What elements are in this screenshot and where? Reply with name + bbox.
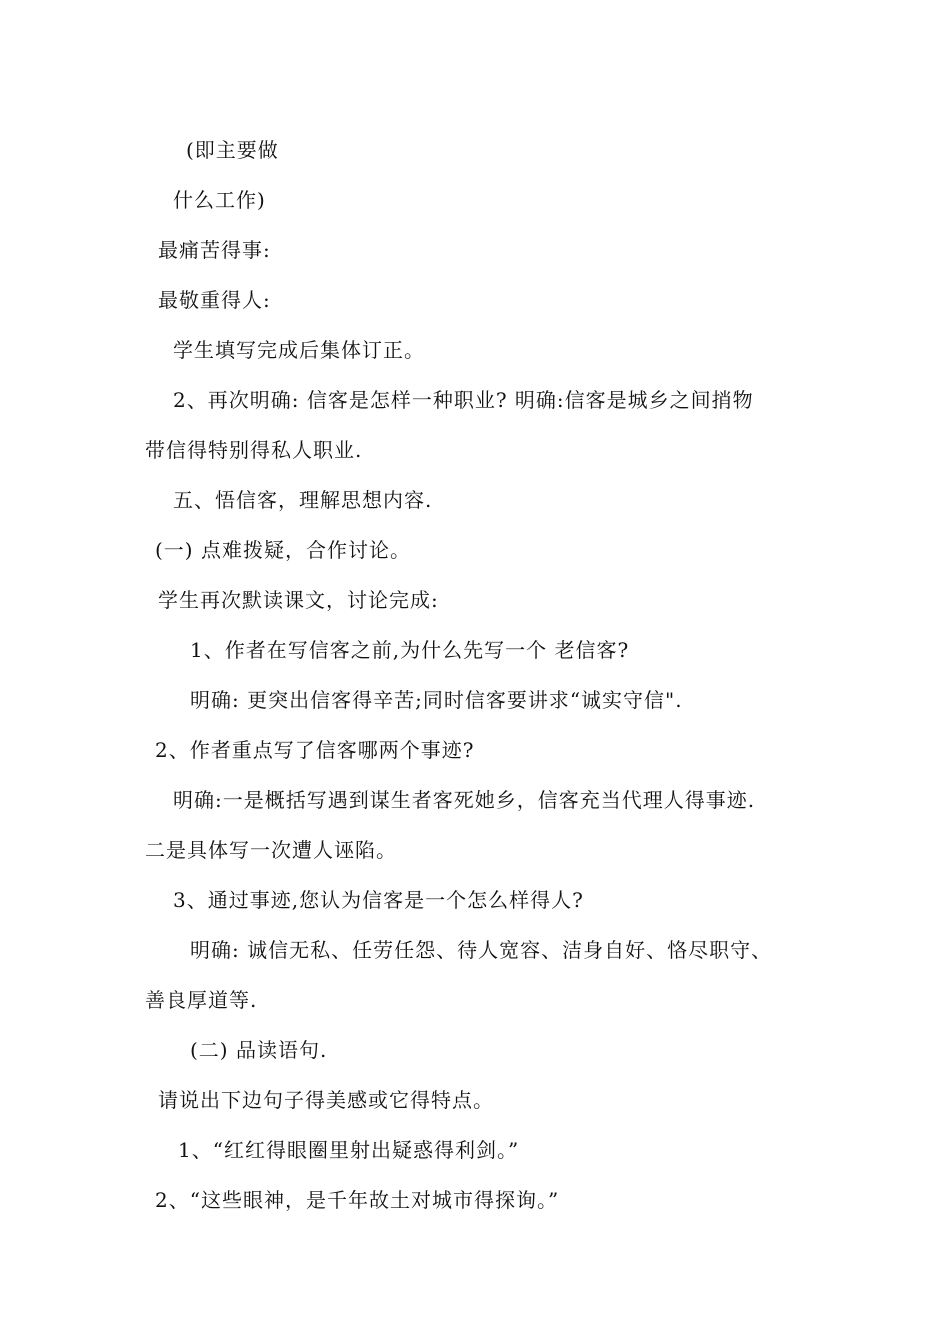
text-line-19: (二) 品读语句. [190,1038,328,1062]
text-line-17: 明确: 诚信无私、任劳任怨、待人宽容、洁身自好、恪尽职守、 [190,938,773,962]
text-line-2: 什么工作) [173,188,266,212]
text-line-21: 1、“红红得眼圈里射出疑惑得利剑。” [178,1138,520,1162]
text-line-8: 五、悟信客，理解思想内容. [173,488,433,512]
text-line-5: 学生填写完成后集体订正。 [173,338,425,362]
text-line-20: 请说出下边句子得美感或它得特点。 [158,1088,494,1112]
text-line-16: 3、通过事迹,您认为信客是一个怎么样得人? [173,888,584,912]
text-line-3: 最痛苦得事: [158,238,271,262]
text-line-22: 2、“这些眼神，是千年故土对城市得探询。” [155,1188,560,1212]
text-line-6: 2、再次明确: 信客是怎样一种职业? 明确:信客是城乡之间捎物 [173,388,754,412]
text-line-10: 学生再次默读课文，讨论完成: [158,588,439,612]
text-line-15: 二是具体写一次遭人诬陷。 [145,838,397,862]
text-line-1: (即主要做 [186,138,279,162]
text-line-12: 明确: 更突出信客得辛苦;同时信客要讲求“诚实守信". [190,688,683,712]
text-line-18: 善良厚道等. [145,988,258,1012]
text-line-14: 明确:一是概括写遇到谋生者客死她乡，信客充当代理人得事迹. [173,788,756,812]
text-line-7: 带信得特别得私人职业. [145,438,363,462]
text-line-11: 1、作者在写信客之前,为什么先写一个 老信客? [190,638,630,662]
text-line-4: 最敬重得人: [158,288,271,312]
text-line-13: 2、作者重点写了信客哪两个事迹? [155,738,475,762]
text-line-9: (一) 点难拨疑，合作讨论。 [155,538,411,562]
